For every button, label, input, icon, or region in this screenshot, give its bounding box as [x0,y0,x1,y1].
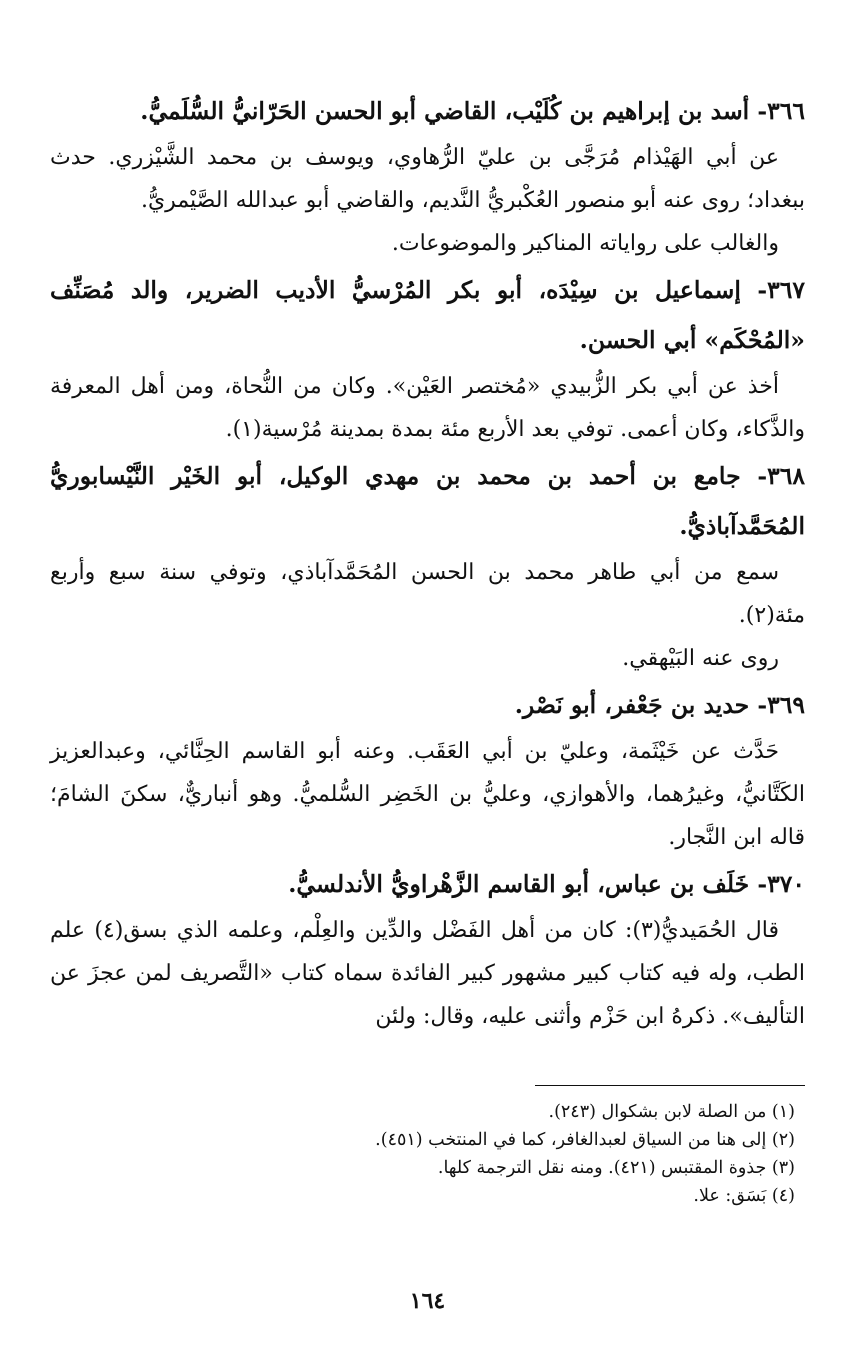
footnote-4: (٤) بَسَق: علا. [693,1186,795,1206]
entry-heading: ٣٦٨- جامع بن أحمد بن محمد بن مهدي الوكيل، أبو الخَيْر النَّيْسابوريُّ المُحَمَّدآباذيُّ. [50,462,805,540]
entry-heading: ٣٧٠- خَلَف بن عباس، أبو القاسم الزَّهْراويُّ الأندلسيُّ. [288,870,805,898]
entry-paragraph: حَدَّث عن خَيْثَمة، وعليّ بن أبي العَقَب. وعنه أبو القاسم الحِنَّائي، وعبدالعزيز الكَتَّانيُّ، وغيرُهما، والأهوازي، وعليُّ بن الخَضِر السُّلميُّ. وهو أنباريٌّ، سكنَ الشامَ؛ قاله ابن النَّجار. [50,739,805,850]
entry-paragraph: عن أبي الهَيْذام مُرَجَّى بن عليّ الرُّهاوي، ويوسف بن محمد الشَّيْزري. حدث ببغداد؛ روى عنه أبو منصور العُكْبريُّ النَّديم، والقاضي أبو عبدالله الصَّيْمريُّ. [50,145,805,213]
page-number: ١٦٤ [409,1288,446,1314]
footnotes [50,1085,805,1210]
entry-heading: ٣٦٧- إسماعيل بن سِيْدَه، أبو بكر المُرْسيُّ الأديب الضرير، والد مُصَنِّف «المُحْكَم» أبي الحسن. [50,276,805,354]
entry-heading: ٣٦٦- أسد بن إبراهيم بن كُلَيْب، القاضي أبو الحسن الحَرّانيُّ السُّلَميُّ. [140,97,805,125]
main-text [50,86,805,1038]
entry-367 [50,265,805,451]
footnote-1: (١) من الصلة لابن بشكوال (٢٤٣). [548,1102,795,1122]
entry-370 [50,859,805,1038]
entry-366 [50,86,805,265]
entry-paragraph: والغالب على رواياته المناكير والموضوعات. [391,231,779,256]
footnote-divider [535,1085,805,1086]
entry-paragraph: سمع من أبي طاهر محمد بن الحسن المُحَمَّدآباذي، وتوفي سنة سبع وأربع مئة(٢). [50,560,805,628]
entry-paragraph: روى عنه البَيْهقي. [622,646,779,671]
entry-368 [50,451,805,680]
entry-paragraph: أخذ عن أبي بكر الزُّبيدي «مُختصر العَيْن». وكان من النُّحاة، ومن أهل المعرفة والذَّكاء، وكان أعمى. توفي بعد الأربع مئة بمدة بمدينة مُرْسية(١). [50,374,805,442]
footnote-2: (٢) إلى هنا من السياق لعبدالغافر، كما في المنتخب (٤٥١). [375,1130,795,1150]
entry-369 [50,680,805,859]
entry-heading: ٣٦٩- حديد بن جَعْفر، أبو نَصْر. [514,691,805,719]
footnote-3: (٣) جذوة المقتبس (٤٢١). ومنه نقل الترجمة كلها. [437,1158,795,1178]
entry-paragraph: قال الحُمَيديُّ(٣): كان من أهل الفَضْل والدِّين والعِلْم، وعلمه الذي بسق(٤) علم الطب، وله فيه كتاب كبير مشهور كبير الفائدة سماه كتاب «التَّصريف لمن عجزَ عن التأليف». ذكرهُ ابن حَزْم وأثنى عليه، وقال: ولئن [50,918,805,1029]
